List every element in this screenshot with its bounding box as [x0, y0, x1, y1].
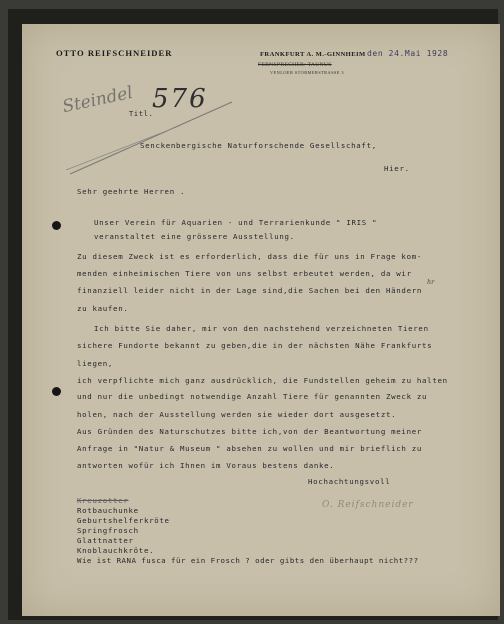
closing: Hochachtungsvoll	[308, 477, 391, 486]
body-line: Aus Gründen des Naturschutzes bitte ich,von der Beantwortung meiner	[77, 427, 423, 436]
body-line: sichere Fundorte bekannt zu geben,die in der nächsten Nähe Frankfurts	[77, 341, 433, 350]
document-frame	[8, 9, 498, 620]
letterhead-name: OTTO REIFSCHNEIDER	[56, 48, 173, 58]
body-line: finanziell leider nicht in der Lage sind,die Sachen bei den Händern	[77, 286, 423, 295]
animal-list-item: Springfrosch	[77, 526, 139, 535]
letter-page	[22, 24, 500, 616]
reference-number: 576	[152, 84, 208, 114]
reference-prefix: Titl.	[129, 110, 154, 118]
crossed-out-item: Kreuzotter	[77, 496, 129, 505]
body-line: Unser Verein für Aquarien - und Terrarienkunde " IRIS "	[94, 218, 378, 227]
body-line: holen, nach der Ausstellung werden sie wieder dort ausgesetzt.	[77, 410, 397, 419]
body-line: und nur die unbedingt notwendige Anzahl Tiere für genannten Zweck zu	[77, 392, 428, 401]
letterhead-city: FRANKFURT A. M.-GINNHEIM	[260, 51, 366, 58]
animal-list-item: Knoblauchkröte.	[77, 546, 155, 555]
recipient-line: Hier.	[384, 164, 410, 173]
final-question-line: Wie ist RANA fusca für ein Frosch ? oder gibts den überhaupt nicht???	[77, 556, 419, 565]
body-line: menden einheimischen Tiere von uns selbst erbeutet werden, da wir	[77, 269, 412, 278]
handwritten-insertion: hr	[427, 278, 435, 286]
animal-list-item: Geburtshelferkröte	[77, 516, 170, 525]
body-line: veranstaltet eine grössere Ausstellung.	[94, 232, 295, 241]
punch-hole	[52, 221, 61, 230]
letterhead-street: VENLOER STORMERSTRASSE 3	[270, 70, 344, 75]
letterhead-struck-line: FERNSPRECHER: TAUNUS	[258, 62, 332, 68]
body-line: Ich bitte Sie daher, mir von den nachstehend verzeichneten Tieren	[94, 324, 429, 333]
signature: O. Reifschneider	[322, 500, 414, 510]
punch-hole	[52, 387, 61, 396]
letter-date: den 24.Mai 1928	[367, 49, 449, 58]
animal-list-item: Glattnatter	[77, 536, 134, 545]
body-line: antworten wofür ich Ihnen im Voraus bestens danke.	[77, 461, 335, 470]
body-line: Zu diesem Zweck ist es erforderlich, dass die für uns in Frage kom-	[77, 252, 423, 261]
pencil-word: Steindel	[60, 82, 135, 118]
body-line: ich verpflichte mich ganz ausdrücklich, die Fundstellen geheim zu halten	[77, 376, 448, 385]
body-line: zu kaufen.	[77, 304, 129, 313]
recipient-line: Senckenbergische Naturforschende Gesellschaft,	[140, 141, 377, 150]
animal-list-item: Rotbauchunke	[77, 506, 139, 515]
body-line: Anfrage in "Natur & Museum " absehen zu wollen und mir brieflich zu	[77, 444, 423, 453]
salutation: Sehr geehrte Herren .	[77, 187, 186, 196]
body-line: liegen,	[77, 359, 114, 368]
